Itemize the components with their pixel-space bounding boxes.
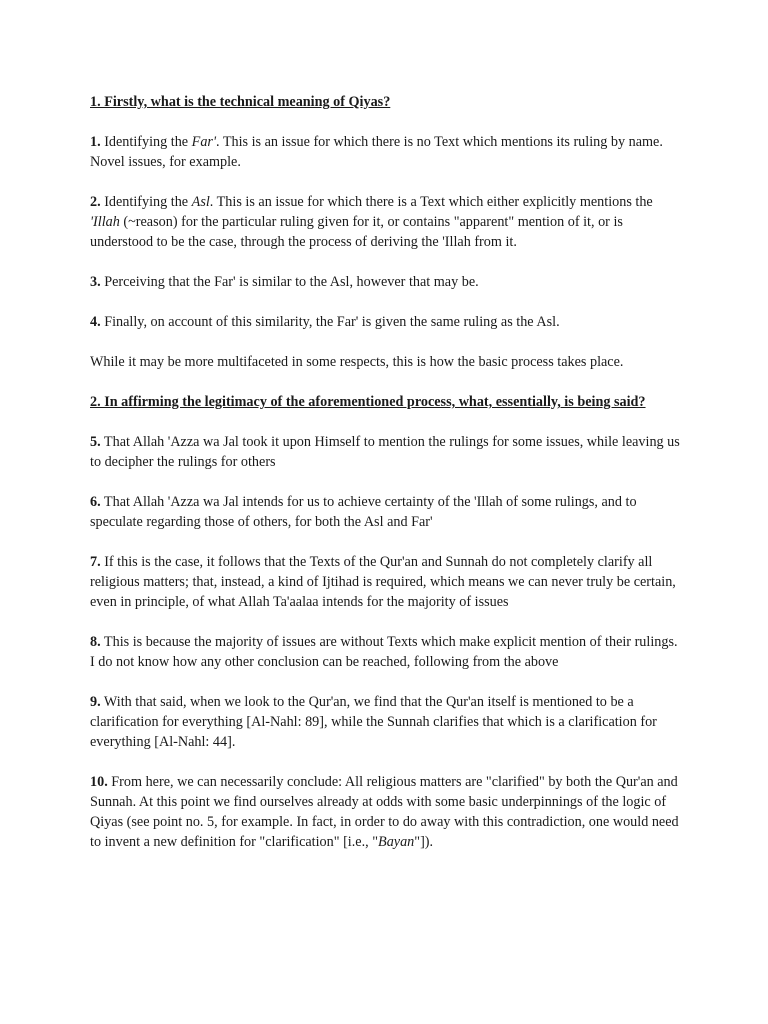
- point-number: 3.: [90, 274, 101, 290]
- point-text: Finally, on account of this similarity, the Far' is given the same ruling as the Asl.: [100, 314, 560, 330]
- point-text: Identifying the: [100, 134, 192, 150]
- point-6: [90, 492, 680, 532]
- term-illah: 'Illah: [90, 214, 120, 230]
- point-3: [90, 272, 680, 292]
- point-text: That Allah 'Azza wa Jal took it upon Himself to mention the rulings for some issues, while leaving us to decipher the rulings for others: [90, 434, 680, 470]
- point-4: [90, 312, 680, 332]
- point-text: With that said, when we look to the Qur'an, we find that the Qur'an itself is mentioned to be a clarification for everything [Al-Nahl: 89], while the Sunnah clarifies that which is a clarification for everything [Al-Nahl: 44].: [90, 694, 657, 750]
- point-text: "]).: [414, 834, 434, 850]
- point-number: 4.: [90, 314, 101, 330]
- point-text: . This is an issue for which there is no Text which mentions its ruling by name. Novel issues, for example.: [90, 134, 663, 170]
- section-heading-1: 1. Firstly, what is the technical meaning of Qiyas?: [90, 94, 391, 110]
- point-7: [90, 552, 680, 612]
- point-text: This is because the majority of issues are without Texts which make explicit mention of their rulings. I do not know how any other conclusion can be reached, following from the above: [90, 634, 678, 670]
- point-number: 5.: [90, 434, 101, 450]
- point-text: If this is the case, it follows that the Texts of the Qur'an and Sunnah do not completely clarify all religious matters; that, instead, a kind of Ijtihad is required, which means we can never truly be certain, even in principle, of what Allah Ta'aalaa intends for the majority of issues: [90, 554, 676, 610]
- point-number: 9.: [90, 694, 101, 710]
- summary-paragraph: While it may be more multifaceted in some respects, this is how the basic process takes place.: [90, 354, 624, 370]
- point-2: [90, 192, 680, 252]
- point-text: Perceiving that the Far' is similar to the Asl, however that may be.: [100, 274, 479, 290]
- point-9: [90, 692, 680, 752]
- point-text: (~reason) for the particular ruling given for it, or contains "apparent" mention of it, or is understood to be the case, through the process of deriving the 'Illah from it.: [90, 214, 623, 250]
- point-number: 8.: [90, 634, 101, 650]
- point-5: [90, 432, 680, 472]
- term-asl: Asl: [191, 194, 210, 210]
- point-text: From here, we can necessarily conclude: All religious matters are "clarified" by both the Qur'an and Sunnah. At this point we find ourselves already at odds with some basic underpinnings of the logic of Qiyas (see point no. 5, for example. In fact, in order to do away with this contradiction, one would need to invent a new definition for "clarification" [i.e., ": [90, 774, 679, 850]
- point-10: [90, 772, 680, 852]
- point-number: 7.: [90, 554, 101, 570]
- point-text: . This is an issue for which there is a Text which either explicitly mentions the: [209, 194, 653, 210]
- point-text: That Allah 'Azza wa Jal intends for us to achieve certainty of the 'Illah of some rulings, and to speculate regarding those of others, for both the Asl and Far': [90, 494, 637, 530]
- point-number: 1.: [90, 134, 101, 150]
- point-8: [90, 632, 680, 672]
- point-number: 2.: [90, 194, 101, 210]
- point-1: [90, 132, 680, 172]
- document-page: [90, 92, 680, 872]
- point-number: 10.: [90, 774, 108, 790]
- point-number: 6.: [90, 494, 101, 510]
- section-heading-2: 2. In affirming the legitimacy of the aforementioned process, what, essentially, is being said?: [90, 394, 646, 410]
- point-text: Identifying the: [100, 194, 192, 210]
- term-bayan: Bayan: [378, 834, 415, 850]
- term-far: Far': [191, 134, 216, 150]
